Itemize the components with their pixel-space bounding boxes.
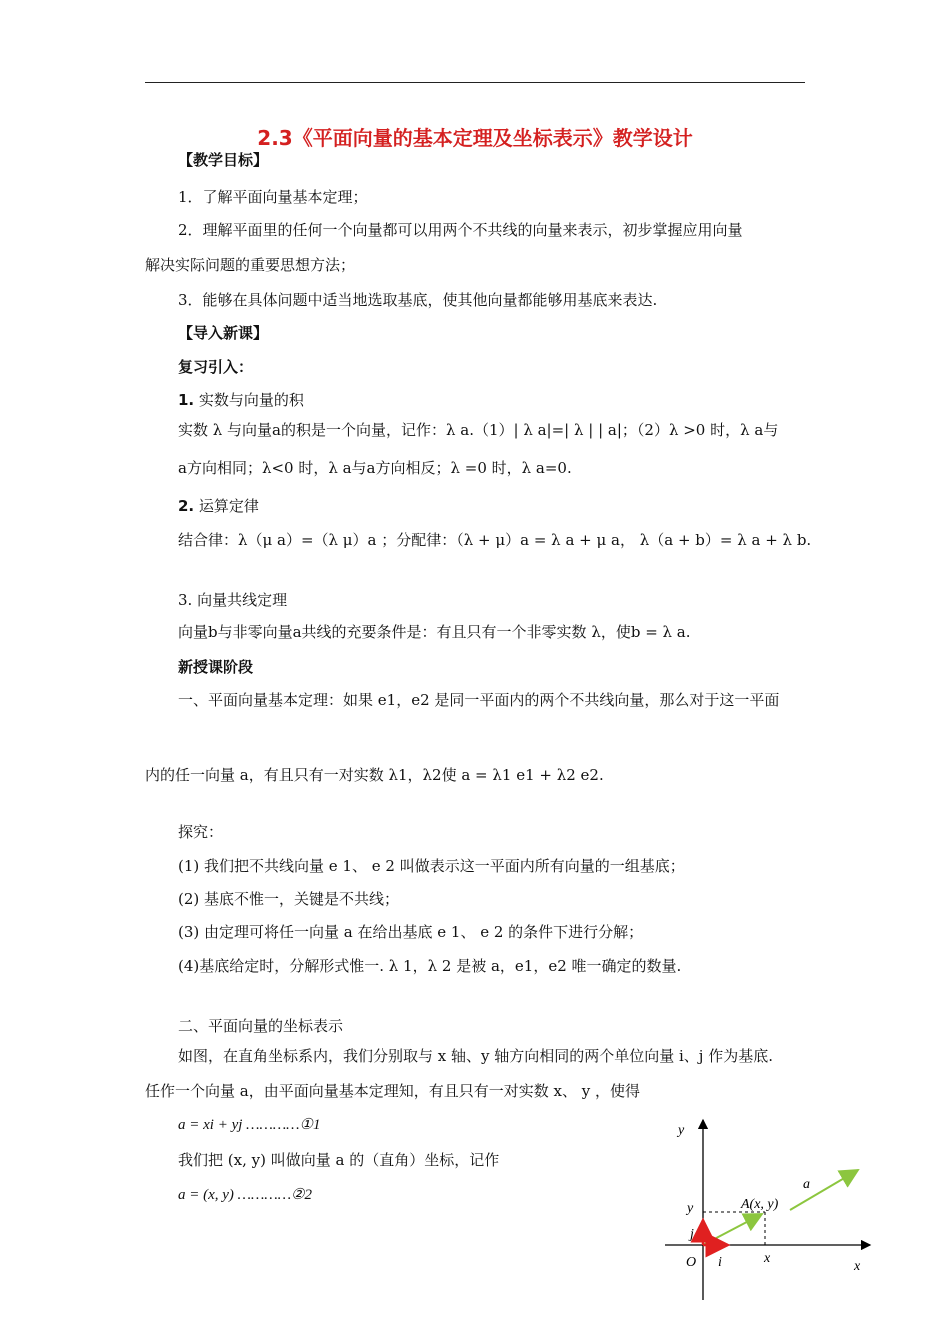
explore-point-3: (3) 由定理可将任一向量 a 在给出基底 e 1、 e 2 的条件下进行分解； <box>178 923 644 941</box>
section-2-line: 结合律：λ（μ a）=（λ μ）a ；分配律：（λ + μ）a = λ a + μ a， λ（a + b）= λ a + λ b. <box>178 531 812 549</box>
objective-2: 2．理解平面里的任何一个向量都可以用两个不共线的向量来表示，初步掌握应用向量 <box>178 221 743 239</box>
objective-3: 3．能够在具体问题中适当地选取基底，使其他向量都能够用基底来表达. <box>178 291 658 309</box>
section-1-line-1: 实数 λ 与向量a的积是一个向量，记作：λ a.（1）| λ a|=| λ | | a|；（2）λ >0 时，λ a与 <box>178 421 779 439</box>
page-title: 2.3《平面向量的基本定理及坐标表示》教学设计 <box>257 126 693 150</box>
section-1-line-2: a方向相同；λ<0 时，λ a与a方向相反；λ =0 时，λ a=0. <box>178 459 572 477</box>
coordinate-figure <box>640 1110 900 1310</box>
section-3-number: 3. <box>178 591 193 609</box>
coords-paragraph-1: 如图，在直角坐标系内，我们分别取与 x 轴、y 轴方向相同的两个单位向量 i、j 作为基底. <box>178 1047 773 1065</box>
x-axis-label: x <box>854 1259 861 1274</box>
section-2-number: 2. <box>178 497 195 515</box>
explore-point-2: (2) 基底不惟一，关键是不共线； <box>178 890 400 908</box>
i-label: i <box>718 1255 722 1270</box>
objective-2-cont: 解决实际问题的重要思想方法； <box>145 256 356 274</box>
coords-paragraph-3: 我们把 (x, y) 叫做向量 a 的（直角）坐标，记作 <box>178 1151 500 1169</box>
vector-oa <box>703 1214 762 1245</box>
equation-2: a = (x, y) …………②2 <box>178 1187 312 1203</box>
objective-1: 1．了解平面向量基本定理； <box>178 188 368 206</box>
objectives-heading: 【教学目标】 <box>178 151 269 169</box>
coords-heading: 二、平面向量的坐标表示 <box>178 1017 344 1035</box>
section-2-title <box>178 496 259 516</box>
y-mark-label: y <box>687 1201 694 1216</box>
explore-point-1: (1) 我们把不共线向量 e 1、 e 2 叫做表示这一平面内所有向量的一组基底； <box>178 857 685 875</box>
theorem-line-1: 一、平面向量基本定理：如果 e1，e2 是同一平面内的两个不共线向量，那么对于这一平面 <box>178 691 780 709</box>
origin-label: O <box>686 1255 697 1270</box>
top-rule <box>145 82 805 83</box>
review-heading: 复习引入： <box>178 358 254 376</box>
explore-point-4: (4)基底给定时，分解形式惟一. λ 1，λ 2 是被 a，e1，e2 唯一确定的数量. <box>178 957 682 975</box>
point-a-label: A(x, y) <box>741 1197 779 1212</box>
section-3-line: 向量b与非零向量a共线的充要条件是：有且只有一个非零实数 λ，使b = λ a. <box>178 623 691 641</box>
section-3-title <box>178 590 287 610</box>
section-3-label: 向量共线定理 <box>197 591 288 609</box>
x-mark-label: x <box>764 1251 771 1266</box>
equation-1: a = xi + yj …………①1 <box>178 1117 321 1133</box>
intro-heading: 【导入新课】 <box>178 324 269 342</box>
new-lesson-heading: 新授课阶段 <box>178 658 254 676</box>
explore-heading: 探究： <box>178 823 224 841</box>
section-2-label: 运算定律 <box>198 497 259 515</box>
coords-paragraph-2: 任作一个向量 a，由平面向量基本定理知，有且只有一对实数 x、 y ，使得 <box>145 1082 640 1100</box>
y-axis-label: y <box>678 1123 685 1138</box>
section-1-number: 1. <box>178 391 195 409</box>
theorem-line-2: 内的任一向量 a，有且只有一对实数 λ1，λ2使 a = λ1 e1 + λ2 e2. <box>145 766 604 784</box>
j-label: j <box>690 1227 694 1242</box>
section-1-label: 实数与向量的积 <box>198 391 304 409</box>
vector-a-label: a <box>803 1177 810 1192</box>
section-1-title <box>178 390 304 410</box>
vector-a <box>790 1170 858 1210</box>
